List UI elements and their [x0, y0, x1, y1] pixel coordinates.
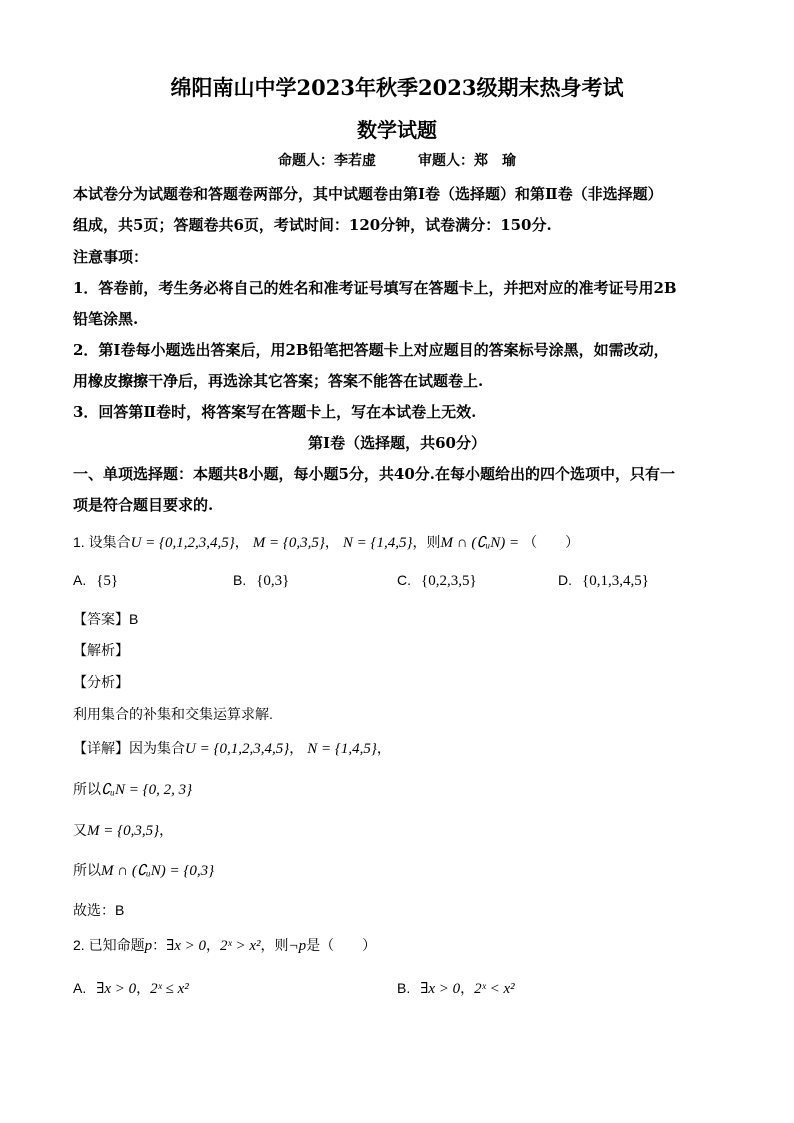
- q1-then: ，则: [412, 534, 441, 550]
- q1-detail-label: 【详解】: [73, 740, 129, 756]
- q2-option-b-value-1: ∃x > 0: [420, 981, 461, 997]
- q1-step-2-text: 又: [73, 822, 87, 838]
- q1-option-b: [233, 572, 289, 590]
- q2-option-b-label: B.: [397, 980, 411, 996]
- q1-option-a-value: {5}: [96, 573, 119, 589]
- q2-then: ，则: [260, 937, 289, 953]
- q2-stmt: ∃x > 0: [166, 938, 206, 954]
- q1-detail-text: 因为集合: [129, 740, 185, 756]
- note-3: 3．回答第Ⅱ卷时，将答案写在答题卡上，写在本试卷上无效.: [73, 403, 477, 421]
- note-2b: 用橡皮擦擦干净后，再选涂其它答案；答案不能答在试题卷上.: [73, 372, 484, 390]
- q2-option-a-value-2: 2ˣ ≤ x²: [150, 981, 189, 997]
- q1-option-b-value: {0,3}: [256, 573, 290, 589]
- question-1: [73, 532, 579, 552]
- q1-u-set: U = {0,1,2,3,4,5}: [130, 535, 235, 551]
- q2-option-b-value-2: 2ˣ < x²: [474, 981, 515, 997]
- q2-option-a-comma: ，: [136, 980, 151, 996]
- q1-step-1-math: ∁ᵤN = {0, 2, 3}: [101, 782, 193, 798]
- q1-step-2: [73, 820, 173, 840]
- q1-n-set: N = {1,4,5}: [342, 535, 413, 551]
- exam-title: 绵阳南山中学2023年秋季2023级期末热身考试: [170, 75, 624, 100]
- q1-sep-1: ，: [234, 534, 249, 550]
- q1-tail: （ ）: [523, 534, 580, 550]
- q2-option-b-comma: ，: [460, 980, 475, 996]
- q1-fenxi: 【分析】: [73, 674, 129, 690]
- q1-option-a-label: A.: [73, 572, 87, 588]
- q1-option-d-label: D.: [558, 572, 572, 588]
- q1-answer: 【答案】B: [73, 611, 139, 627]
- q1-detail-comma-2: ，: [376, 740, 391, 756]
- section1-desc-1: 一、单项选择题：本题共8小题，每小题5分，共40分.在每小题给出的四个选项中，只有一: [73, 465, 675, 483]
- q1-m-set: M = {0,3,5}: [252, 535, 325, 551]
- q1-option-c-label: C.: [397, 572, 411, 588]
- intro-line-2: 组成，共5页；答题卷共6页，考试时间：120分钟，试卷满分：150分.: [73, 216, 552, 234]
- q2-tail: 是（ ）: [306, 937, 377, 953]
- note-1a: 1．答卷前，考生务必将自己的姓名和准考证号填写在答题卡上，并把对应的准考证号用2B: [73, 279, 677, 297]
- q2-option-a-label: A.: [73, 980, 87, 996]
- note-1b: 铅笔涂黑.: [73, 310, 139, 328]
- q1-ask: M ∩ (∁ᵤN) =: [440, 535, 520, 551]
- intro-line-1: 本试卷分为试题卷和答题卷两部分，其中试题卷由第Ⅰ卷（选择题）和第Ⅱ卷（非选择题）: [73, 185, 663, 203]
- q1-step-2-comma: ，: [159, 822, 174, 838]
- exam-subtitle: 数学试题: [357, 118, 437, 142]
- q1-detail: [73, 738, 391, 758]
- q1-option-b-label: B.: [233, 572, 247, 588]
- q2-ineq: 2ˣ > x²: [220, 938, 261, 954]
- q1-detail-n: N = {1,4,5}: [307, 741, 377, 757]
- q1-step-1: [73, 779, 192, 799]
- q1-option-a: [73, 572, 118, 590]
- q1-step-3-math: M ∩ (∁ᵤN) = {0,3}: [101, 863, 215, 879]
- q1-step-3: [73, 860, 214, 880]
- section1-heading: 第Ⅰ卷（选择题，共60分）: [308, 434, 486, 452]
- q2-option-a-value-1: ∃x > 0: [96, 981, 137, 997]
- q2-option-b: [397, 978, 515, 998]
- q2-comma: ，: [206, 937, 220, 953]
- authors-line: 命题人：李若虚 审题人：郑 瑜: [278, 153, 516, 169]
- note-2a: 2．第Ⅰ卷每小题选出答案后，用2B铅笔把答题卡上对应题目的答案标号涂黑，如需改动，: [73, 341, 669, 359]
- q2-option-a: [73, 978, 189, 998]
- q1-jiexi: 【解析】: [73, 642, 129, 658]
- q1-option-d-value: {0,1,3,4,5}: [582, 573, 649, 589]
- q1-fenxi-text: 利用集合的补集和交集运算求解.: [73, 706, 273, 722]
- q1-option-c: [397, 572, 477, 590]
- q1-step-2-math: M = {0,3,5}: [87, 823, 160, 839]
- notes-heading: 注意事项：: [73, 248, 149, 266]
- q1-detail-comma-1: ，: [289, 740, 304, 756]
- section1-desc-2: 项是符合题目要求的.: [73, 496, 214, 514]
- q1-prefix: 1. 设集合: [73, 534, 131, 550]
- q2-prefix: 2. 已知命题: [73, 937, 145, 953]
- q2-neg: ¬p: [288, 938, 307, 954]
- question-2: [73, 935, 376, 955]
- q1-option-c-value: {0,2,3,5}: [421, 573, 477, 589]
- q1-detail-u: U = {0,1,2,3,4,5}: [185, 741, 290, 757]
- q2-p: p: [144, 938, 153, 954]
- q2-colon: ：: [152, 937, 167, 953]
- q1-conclusion: 故选：B: [73, 902, 125, 918]
- q1-step-3-text: 所以: [73, 862, 101, 878]
- q1-sep-2: ，: [324, 534, 339, 550]
- q1-step-1-text: 所以: [73, 781, 101, 797]
- q1-option-d: [558, 572, 649, 590]
